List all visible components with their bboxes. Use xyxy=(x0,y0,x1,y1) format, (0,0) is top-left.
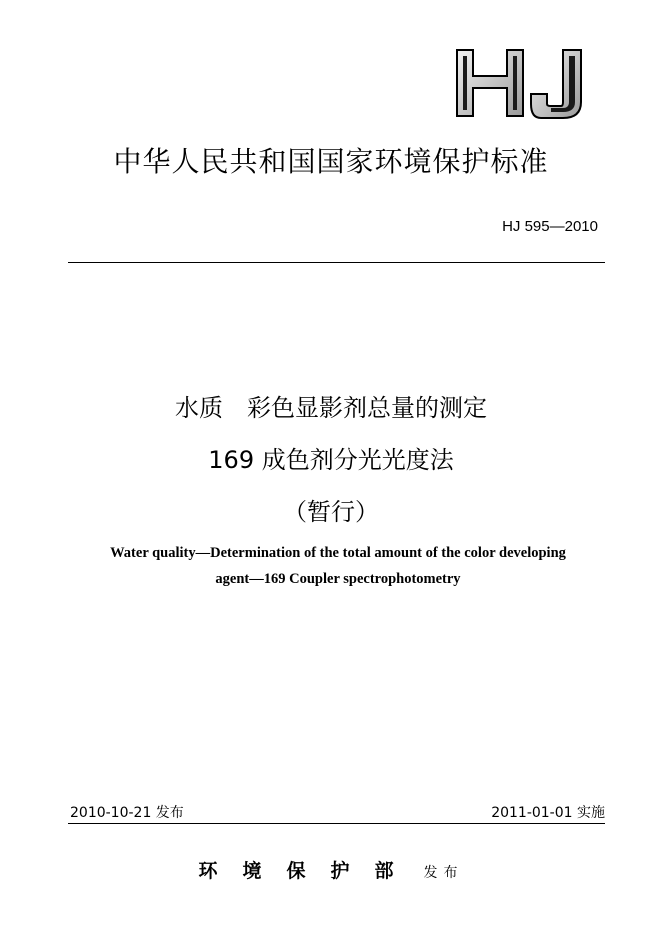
english-title-line-2: agent—169 Coupler spectrophotometry xyxy=(215,571,461,587)
hj-logo xyxy=(455,46,590,121)
issue-date: 2010-10-21 发布 xyxy=(70,805,184,821)
standard-category-title: 中华人民共和国国家环境保护标准 xyxy=(113,145,549,178)
standard-code: HJ 595—2010 xyxy=(502,218,598,235)
publisher-verb: 发布 xyxy=(423,865,464,881)
bottom-divider xyxy=(68,823,605,824)
chinese-title-line-1: 水质 彩色显影剂总量的测定 xyxy=(175,394,487,422)
implementation-date: 2011-01-01 实施 xyxy=(491,805,605,821)
chinese-title-line-2: 169 成色剂分光光度法 xyxy=(208,446,454,474)
publisher-line xyxy=(0,856,662,883)
publisher-name: 环境保护部 xyxy=(198,860,419,882)
chinese-title-line-3: （暂行） xyxy=(283,498,379,526)
english-title-line-1: Water quality—Determination of the total amount of the color developing xyxy=(110,545,566,561)
top-divider xyxy=(68,262,605,263)
